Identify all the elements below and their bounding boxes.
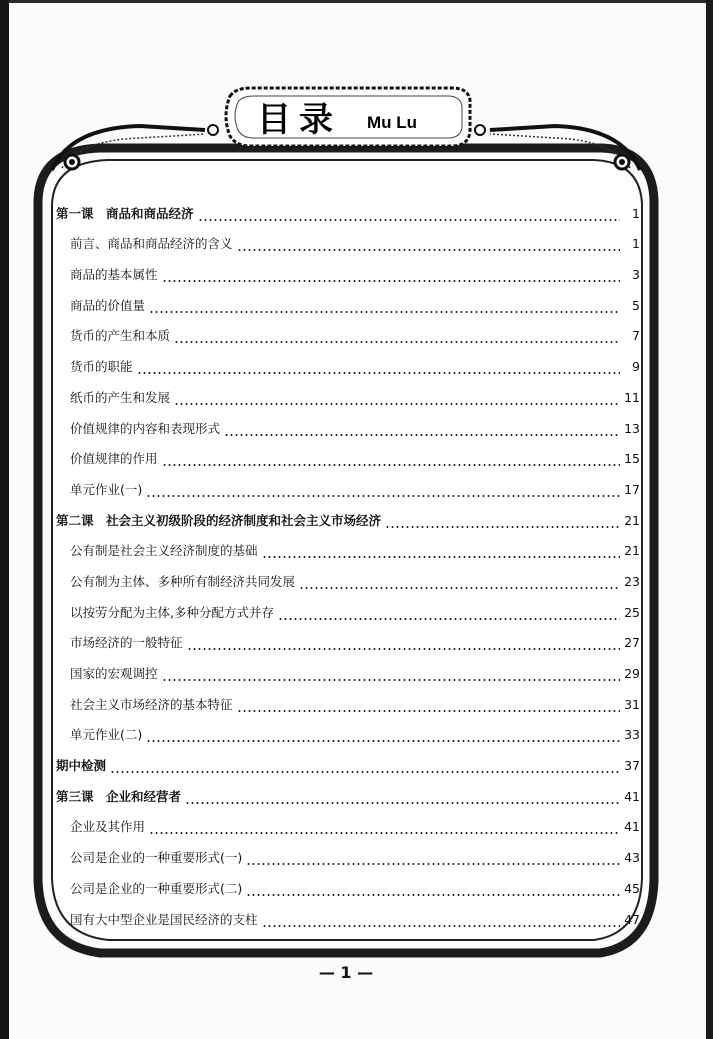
toc-label: 期中检测: [56, 758, 107, 774]
toc-page-number: 29: [624, 666, 640, 681]
toc-row[interactable]: [50, 223, 640, 254]
toc-leader: [110, 757, 620, 775]
toc-row[interactable]: [50, 591, 640, 622]
toc-page-number: 41: [624, 788, 640, 804]
toc-row[interactable]: [50, 775, 640, 806]
toc-page-number: 21: [624, 543, 640, 559]
toc-label: 纸币的产生和发展: [70, 389, 171, 405]
toc-row[interactable]: [50, 683, 640, 714]
toc-label: 前言、商品和商品经济的含义: [70, 236, 233, 252]
toc-label: 商品的基本属性: [70, 267, 158, 283]
toc-page-number: 23: [624, 573, 640, 589]
toc-label: 价值规律的作用: [70, 451, 158, 467]
page-title: 目录: [257, 100, 341, 140]
toc-row[interactable]: [50, 560, 640, 591]
toc-label: 公司是企业的一种重要形式(一): [70, 850, 243, 866]
toc-page-number: 25: [624, 604, 640, 620]
toc-leader: [146, 481, 620, 499]
toc-label: 货币的产生和本质: [70, 328, 171, 344]
toc-leader: [262, 542, 620, 560]
toc-page-number: 1: [632, 236, 640, 252]
toc-row[interactable]: [50, 438, 640, 469]
toc-row[interactable]: [50, 836, 640, 867]
toc-leader: [262, 911, 620, 929]
toc-label: 第三课 企业和经营者: [56, 788, 182, 804]
page-title-pinyin: Mu Lu: [367, 113, 418, 132]
toc-leader: [198, 205, 620, 223]
toc-leader: [237, 696, 620, 714]
toc-label: 公有制是社会主义经济制度的基础: [70, 543, 258, 559]
toc-row[interactable]: [50, 867, 640, 898]
toc-row[interactable]: [50, 253, 640, 284]
toc-leader: [385, 512, 620, 530]
toc-label: 公有制为主体、多种所有制经济共同发展: [70, 573, 296, 589]
toc-row[interactable]: [50, 652, 640, 683]
toc-label: 单元作业(二): [70, 727, 143, 743]
toc-page-number: 13: [624, 420, 640, 436]
toc-label: 企业及其作用: [70, 819, 146, 835]
toc-page-number: 21: [624, 512, 640, 528]
toc-row[interactable]: [50, 744, 640, 775]
toc-label: 社会主义市场经济的基本特征: [70, 696, 233, 712]
toc-row[interactable]: [50, 898, 640, 929]
toc-row[interactable]: [50, 407, 640, 438]
toc-leader: [149, 297, 620, 315]
page-number-footer: — 1 —: [318, 963, 374, 982]
toc-page-number: 31: [624, 696, 640, 712]
table-of-contents: [50, 192, 640, 929]
toc-label: 货币的职能: [70, 359, 133, 375]
toc-label: 第二课 社会主义初级阶段的经济制度和社会主义市场经济: [56, 512, 382, 528]
toc-page-number: 11: [624, 389, 640, 405]
toc-row[interactable]: [50, 806, 640, 837]
toc-label: 商品的价值量: [70, 297, 146, 313]
toc-row[interactable]: [50, 284, 640, 315]
toc-page-number: 33: [624, 727, 640, 743]
toc-label: 单元作业(一): [70, 481, 143, 497]
toc-page-number: 1: [632, 205, 640, 221]
toc-page-number: 17: [624, 481, 640, 497]
toc-leader: [162, 665, 620, 683]
toc-page-number: 7: [632, 328, 640, 344]
toc-leader: [162, 266, 620, 284]
toc-page-number: 15: [624, 451, 640, 467]
toc-page-number: 45: [624, 880, 640, 896]
toc-page-number: 41: [624, 819, 640, 835]
toc-label: 国家的宏观调控: [70, 666, 158, 681]
toc-leader: [237, 235, 620, 253]
toc-page-number: 47: [624, 911, 640, 927]
toc-row[interactable]: [50, 468, 640, 499]
toc-row[interactable]: [50, 376, 640, 407]
toc-label: 市场经济的一般特征: [70, 635, 183, 651]
toc-page-number: 43: [624, 850, 640, 866]
toc-page-number: 3: [632, 267, 640, 283]
toc-row[interactable]: [50, 315, 640, 346]
toc-page-number: 37: [624, 758, 640, 774]
toc-row[interactable]: [50, 499, 640, 530]
toc-label: 价值规律的内容和表现形式: [70, 420, 221, 436]
toc-row[interactable]: [50, 622, 640, 653]
toc-leader: [246, 880, 620, 898]
toc-page-number: 27: [624, 635, 640, 651]
toc-label: 第一课 商品和商品经济: [56, 205, 194, 221]
toc-row[interactable]: [50, 714, 640, 745]
toc-leader: [174, 389, 620, 407]
toc-row[interactable]: [50, 192, 640, 223]
toc-label: 以按劳分配为主体,多种分配方式并存: [70, 604, 274, 620]
toc-leader: [278, 604, 620, 622]
toc-leader: [224, 420, 620, 438]
toc-row[interactable]: [50, 345, 640, 376]
toc-leader: [174, 327, 620, 345]
toc-row[interactable]: [50, 530, 640, 561]
toc-leader: [185, 788, 620, 806]
toc-label: 国有大中型企业是国民经济的支柱: [70, 911, 258, 927]
toc-leader: [137, 358, 620, 376]
toc-page-number: 5: [632, 297, 640, 313]
toc-leader: [146, 726, 620, 744]
toc-leader: [246, 849, 620, 867]
toc-leader: [162, 450, 620, 468]
toc-page-number: 9: [632, 359, 640, 375]
toc-leader: [187, 634, 620, 652]
toc-label: 公司是企业的一种重要形式(二): [70, 880, 243, 896]
toc-leader: [149, 818, 620, 836]
toc-leader: [299, 573, 620, 591]
